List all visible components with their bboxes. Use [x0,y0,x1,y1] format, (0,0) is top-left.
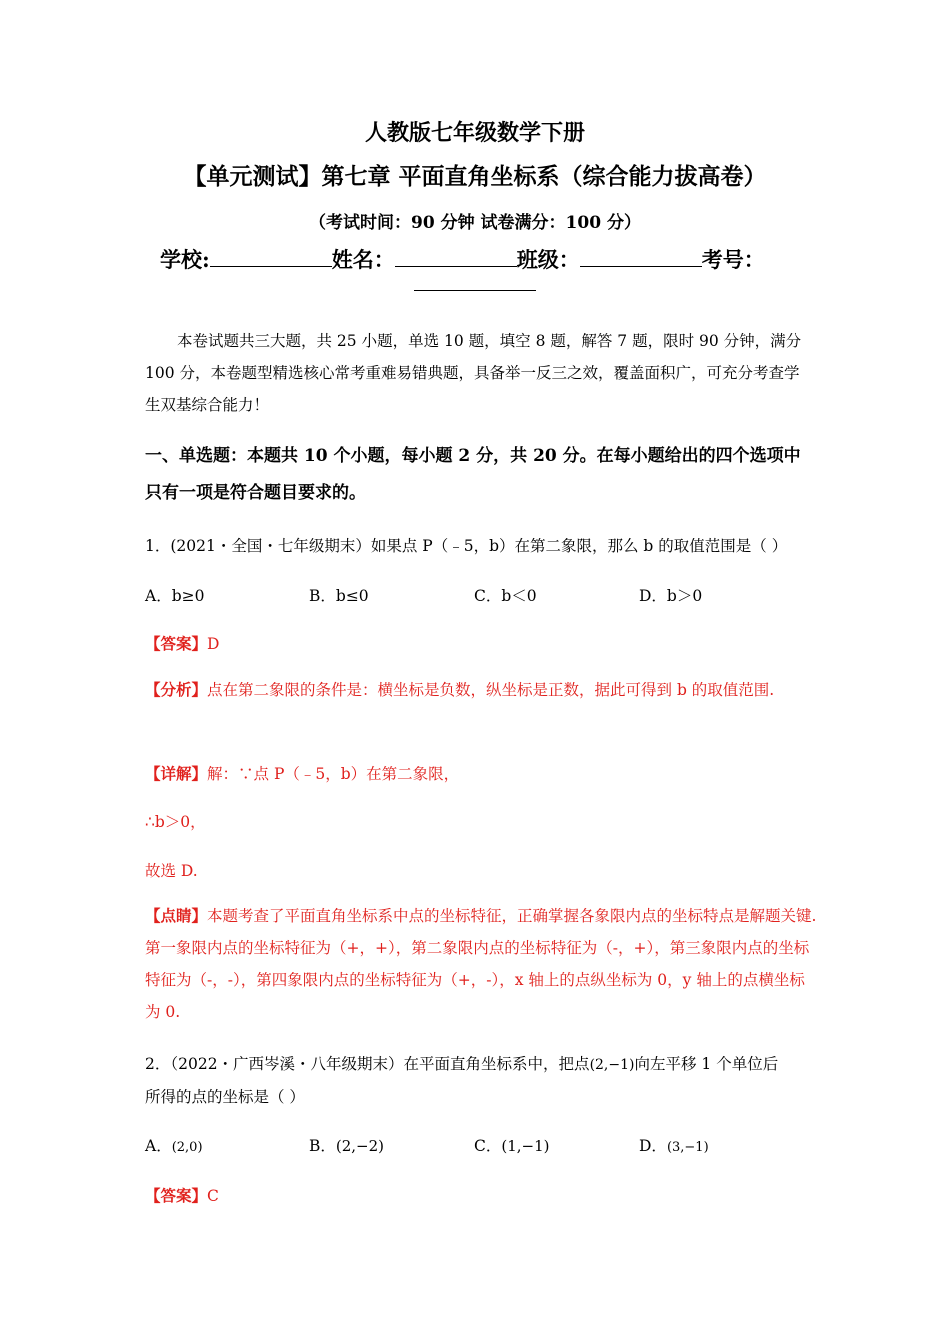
q2-stem-text-2: 向左平移 1 个单位后 [634,1055,779,1073]
q2-stem [145,1052,778,1074]
analysis-text: 点在第二象限的条件是：横坐标是负数，纵坐标是正数，据此可得到 b 的取值范围. [207,681,775,699]
document-subtitle: 【单元测试】第七章 平面直角坐标系（综合能力拔高卷） [183,163,767,190]
q1-option-a: A．b≥0 [145,587,205,605]
q1-option-b: B．b≤0 [309,587,369,605]
section-heading: 一、单选题：本题共 10 个小题，每小题 2 分，共 20 分。在每小题给出的四个选项中只有一项是符合题目要求的。 [145,446,801,503]
option-value: (3,−1) [666,1140,709,1155]
q1-option-c: C．b＜0 [474,587,537,605]
option-label: A． [145,1137,172,1155]
note-text: 本题考查了平面直角坐标系中点的坐标特征，正确掌握各象限内点的坐标特点是解题关键. 第一象限内点的坐标特征为（+，+），第二象限内点的坐标特征为（-，+），第三象限内点的坐标特征为（-，-），第四象限内点的坐标特征为（+，-），x 轴上的点纵坐标为 0，y 轴上的点横坐标为 0. [145,907,817,1021]
option-label: B． [309,1137,336,1155]
student-info-fields [160,244,765,274]
name-label: 姓名： [331,247,395,272]
q2-option-a [145,1134,203,1156]
class-label: 班级： [516,247,580,272]
school-label: 学校: [160,247,210,272]
intro-paragraph: 本卷试题共三大题，共 25 小题，单选 10 题，填空 8 题，解答 7 题，限时 90 分钟，满分 100 分，本卷题型精选核心常考重难易错典题，具备举一反三之效，覆盖面积广，可充分考查学生双基综合能力！ [145,332,802,414]
option-label: C． [474,1137,502,1155]
option-value: (2,0) [171,1140,203,1155]
answer-value: C [207,1187,219,1205]
q1-detail [145,762,459,784]
q1-option-d: D．b＞0 [639,587,703,605]
q1-detail-line3: 故选 D. [145,862,198,880]
answer-tag: 【答案】 [145,1186,208,1205]
q1-stem: 1．(2021・全国・七年级期末）如果点 P（﹣5，b）在第二象限，那么 b 的取值范围是（ ） [145,537,788,555]
school-blank [210,246,332,267]
q2-stem-line2: 所得的点的坐标是（ ） [145,1088,305,1106]
q2-point: (2,−1) [589,1057,635,1073]
detail-tag: 【详解】 [145,764,208,783]
note-tag: 【点睛】 [145,906,208,925]
option-value: (2,−2) [335,1137,385,1155]
analysis-tag: 【分析】 [145,680,208,699]
number-label: 考号： [701,247,765,272]
q1-note [145,900,820,1028]
number-blank [414,290,536,291]
q1-answer [145,632,219,654]
q2-option-d [639,1134,709,1156]
name-blank [395,246,517,267]
q1-detail-line2: ∴b＞0， [145,813,206,831]
q2-stem-text: 2．（2022・广西岑溪・八年级期末）在平面直角坐标系中，把点 [145,1055,590,1073]
q2-option-b [309,1134,384,1156]
option-label: D． [639,1137,667,1155]
document-title: 人教版七年级数学下册 [364,120,585,146]
q2-option-c [474,1134,550,1156]
option-value: (1,−1) [501,1137,550,1155]
q1-analysis [145,674,820,706]
class-blank [580,246,702,267]
detail-text: 解：∵点 P（﹣5，b）在第二象限， [207,765,460,783]
answer-tag: 【答案】 [145,634,208,653]
answer-value: D [207,635,220,653]
exam-info: （考试时间：90 分钟 试卷满分：100 分） [309,213,641,233]
q2-answer [145,1184,219,1206]
